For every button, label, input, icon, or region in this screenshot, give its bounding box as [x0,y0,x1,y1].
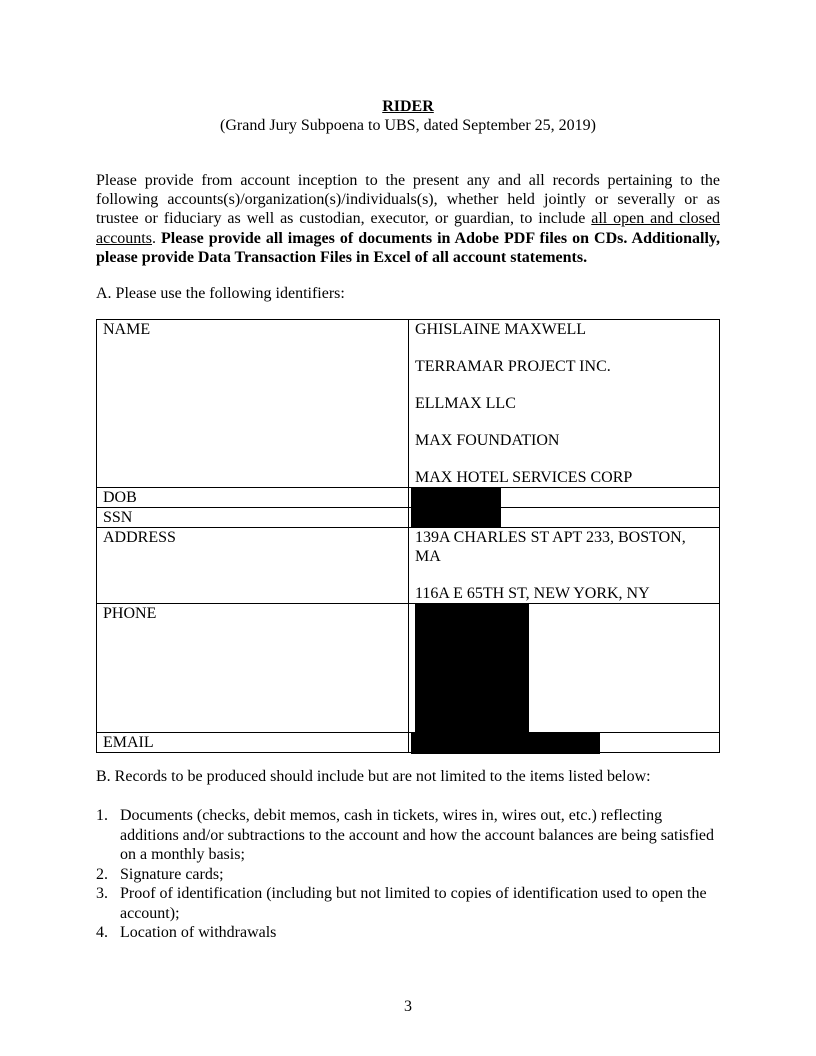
list-item-number: 1. [96,807,108,824]
identifiers-table [96,319,720,753]
name-label: NAME [97,320,409,488]
section-a-heading: A. Please use the following identifiers: [96,285,345,302]
table-row-ssn [97,508,720,528]
table-row-dob [97,488,720,508]
name-value: GHISLAINE MAXWELL [415,321,587,338]
table-row-name [97,320,720,488]
phone-redaction [415,604,529,732]
records-list [96,806,720,943]
table-row-address [97,528,720,604]
phone-label: PHONE [97,604,409,733]
name-value: ELLMAX LLC [415,395,516,412]
address-value: 116A E 65TH ST, NEW YORK, NY [415,585,650,602]
dob-value [409,488,720,508]
list-item-number: 4. [96,924,108,941]
list-item-text: Location of withdrawals [120,924,277,941]
ssn-redaction [411,508,501,527]
intro-underlined-text: all open and closed accounts [96,210,720,247]
intro-text: Please provide from account inception to the present any and all records pertaining to the following accounts(s)/organization(s)/individuals(s), whether held jointly or severally or as trustee or fiduciary as well as custodian, executor, or guardian, to include [96,172,720,228]
email-value [409,733,720,753]
list-item [96,884,720,923]
name-value: MAX FOUNDATION [415,432,560,449]
list-item-text: Proof of identification (including but not limited to copies of identification used to open the account); [120,885,707,922]
list-item-number: 2. [96,865,108,883]
intro-bold-text: Please provide all images of documents in Adobe PDF files on CDs. Additionally, please provide Data Transaction Files in Excel of all account statements. [96,229,721,266]
table-row-phone [97,604,720,733]
address-label: ADDRESS [97,528,409,604]
name-value: TERRAMAR PROJECT INC. [415,358,611,375]
name-value: MAX HOTEL SERVICES CORP [415,469,633,486]
intro-text-end: . [151,229,162,247]
intro-paragraph [96,171,720,267]
page-number: 3 [404,998,412,1015]
table-row-email [97,733,720,753]
list-item-number: 3. [96,885,108,902]
ssn-label: SSN [97,508,409,528]
address-values [409,528,720,604]
dob-redaction [411,488,501,507]
address-value: 139A CHARLES ST APT 233, BOSTON, MA [415,529,686,565]
email-label: EMAIL [97,733,409,753]
ssn-value [409,508,720,528]
dob-label: DOB [97,488,409,508]
name-values [409,320,720,488]
section-b-heading: B. Records to be produced should include but are not limited to the items listed below: [96,768,651,785]
list-item [96,923,720,943]
list-item [96,865,720,885]
phone-value [409,604,720,733]
list-item-text: Documents (checks, debit memos, cash in tickets, wires in, wires out, etc.) reflecting additions and/or subtractions to the account and how the account balances are being satisfied on a monthly basis; [120,807,715,863]
list-item-text: Signature cards; [120,865,224,883]
document-title: RIDER [382,98,434,115]
list-item [96,806,720,865]
document-subtitle: (Grand Jury Subpoena to UBS, dated September 25, 2019) [220,117,596,134]
email-redaction [411,733,600,754]
